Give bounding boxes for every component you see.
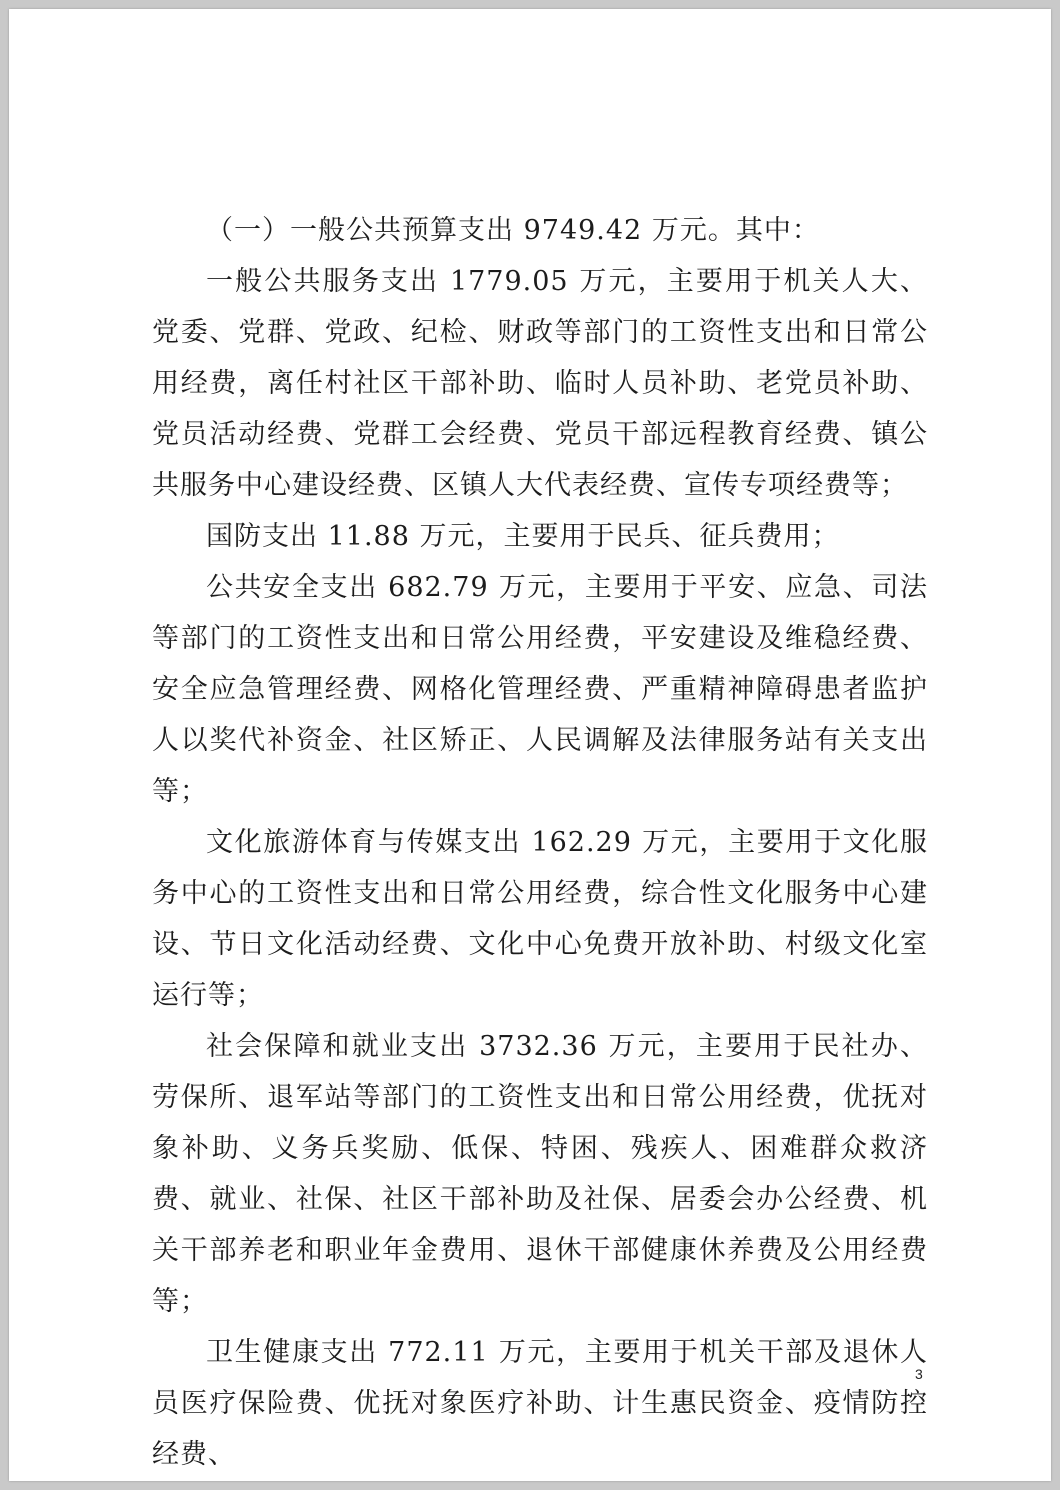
paragraph-national-defense: 国防支出 11.88 万元，主要用于民兵、征兵费用；	[206, 521, 840, 552]
document-body	[152, 205, 928, 1480]
paragraph-public-safety: 公共安全支出 682.79 万元，主要用于平安、应急、司法等部门的工资性支出和日常公用经费，平安建设及维稳经费、安全应急管理经费、网格化管理经费、严重精神障碍患者监护人以奖代补资金、社区矫正、人民调解及法律服务站有关支出等；	[152, 572, 928, 807]
document-page	[9, 9, 1051, 1481]
page-number: 3	[915, 1366, 923, 1382]
paragraph-health: 卫生健康支出 772.11 万元，主要用于机关干部及退休人员医疗保险费、优抚对象医疗补助、计生惠民资金、疫情防控经费、	[152, 1337, 928, 1470]
paragraph-social-security-employment: 社会保障和就业支出 3732.36 万元，主要用于民社办、劳保所、退军站等部门的工资性支出和日常公用经费，优抚对象补助、义务兵奖励、低保、特困、残疾人、困难群众救济费、就业、社保、社区干部补助及社保、居委会办公经费、机关干部养老和职业年金费用、退休干部健康休养费及公用经费等；	[152, 1031, 928, 1317]
paragraph-general-public-services: 一般公共服务支出 1779.05 万元，主要用于机关人大、党委、党群、党政、纪检、财政等部门的工资性支出和日常公用经费，离任村社区干部补助、临时人员补助、老党员补助、党员活动经费、党群工会经费、党员干部远程教育经费、镇公共服务中心建设经费、区镇人大代表经费、宣传专项经费等；	[152, 266, 928, 501]
paragraph-culture-tourism-sports: 文化旅游体育与传媒支出 162.29 万元，主要用于文化服务中心的工资性支出和日常公用经费，综合性文化服务中心建设、节日文化活动经费、文化中心免费开放补助、村级文化室运行等；	[152, 827, 928, 1011]
paragraph-general-budget-heading: （一）一般公共预算支出 9749.42 万元。其中：	[206, 215, 820, 246]
